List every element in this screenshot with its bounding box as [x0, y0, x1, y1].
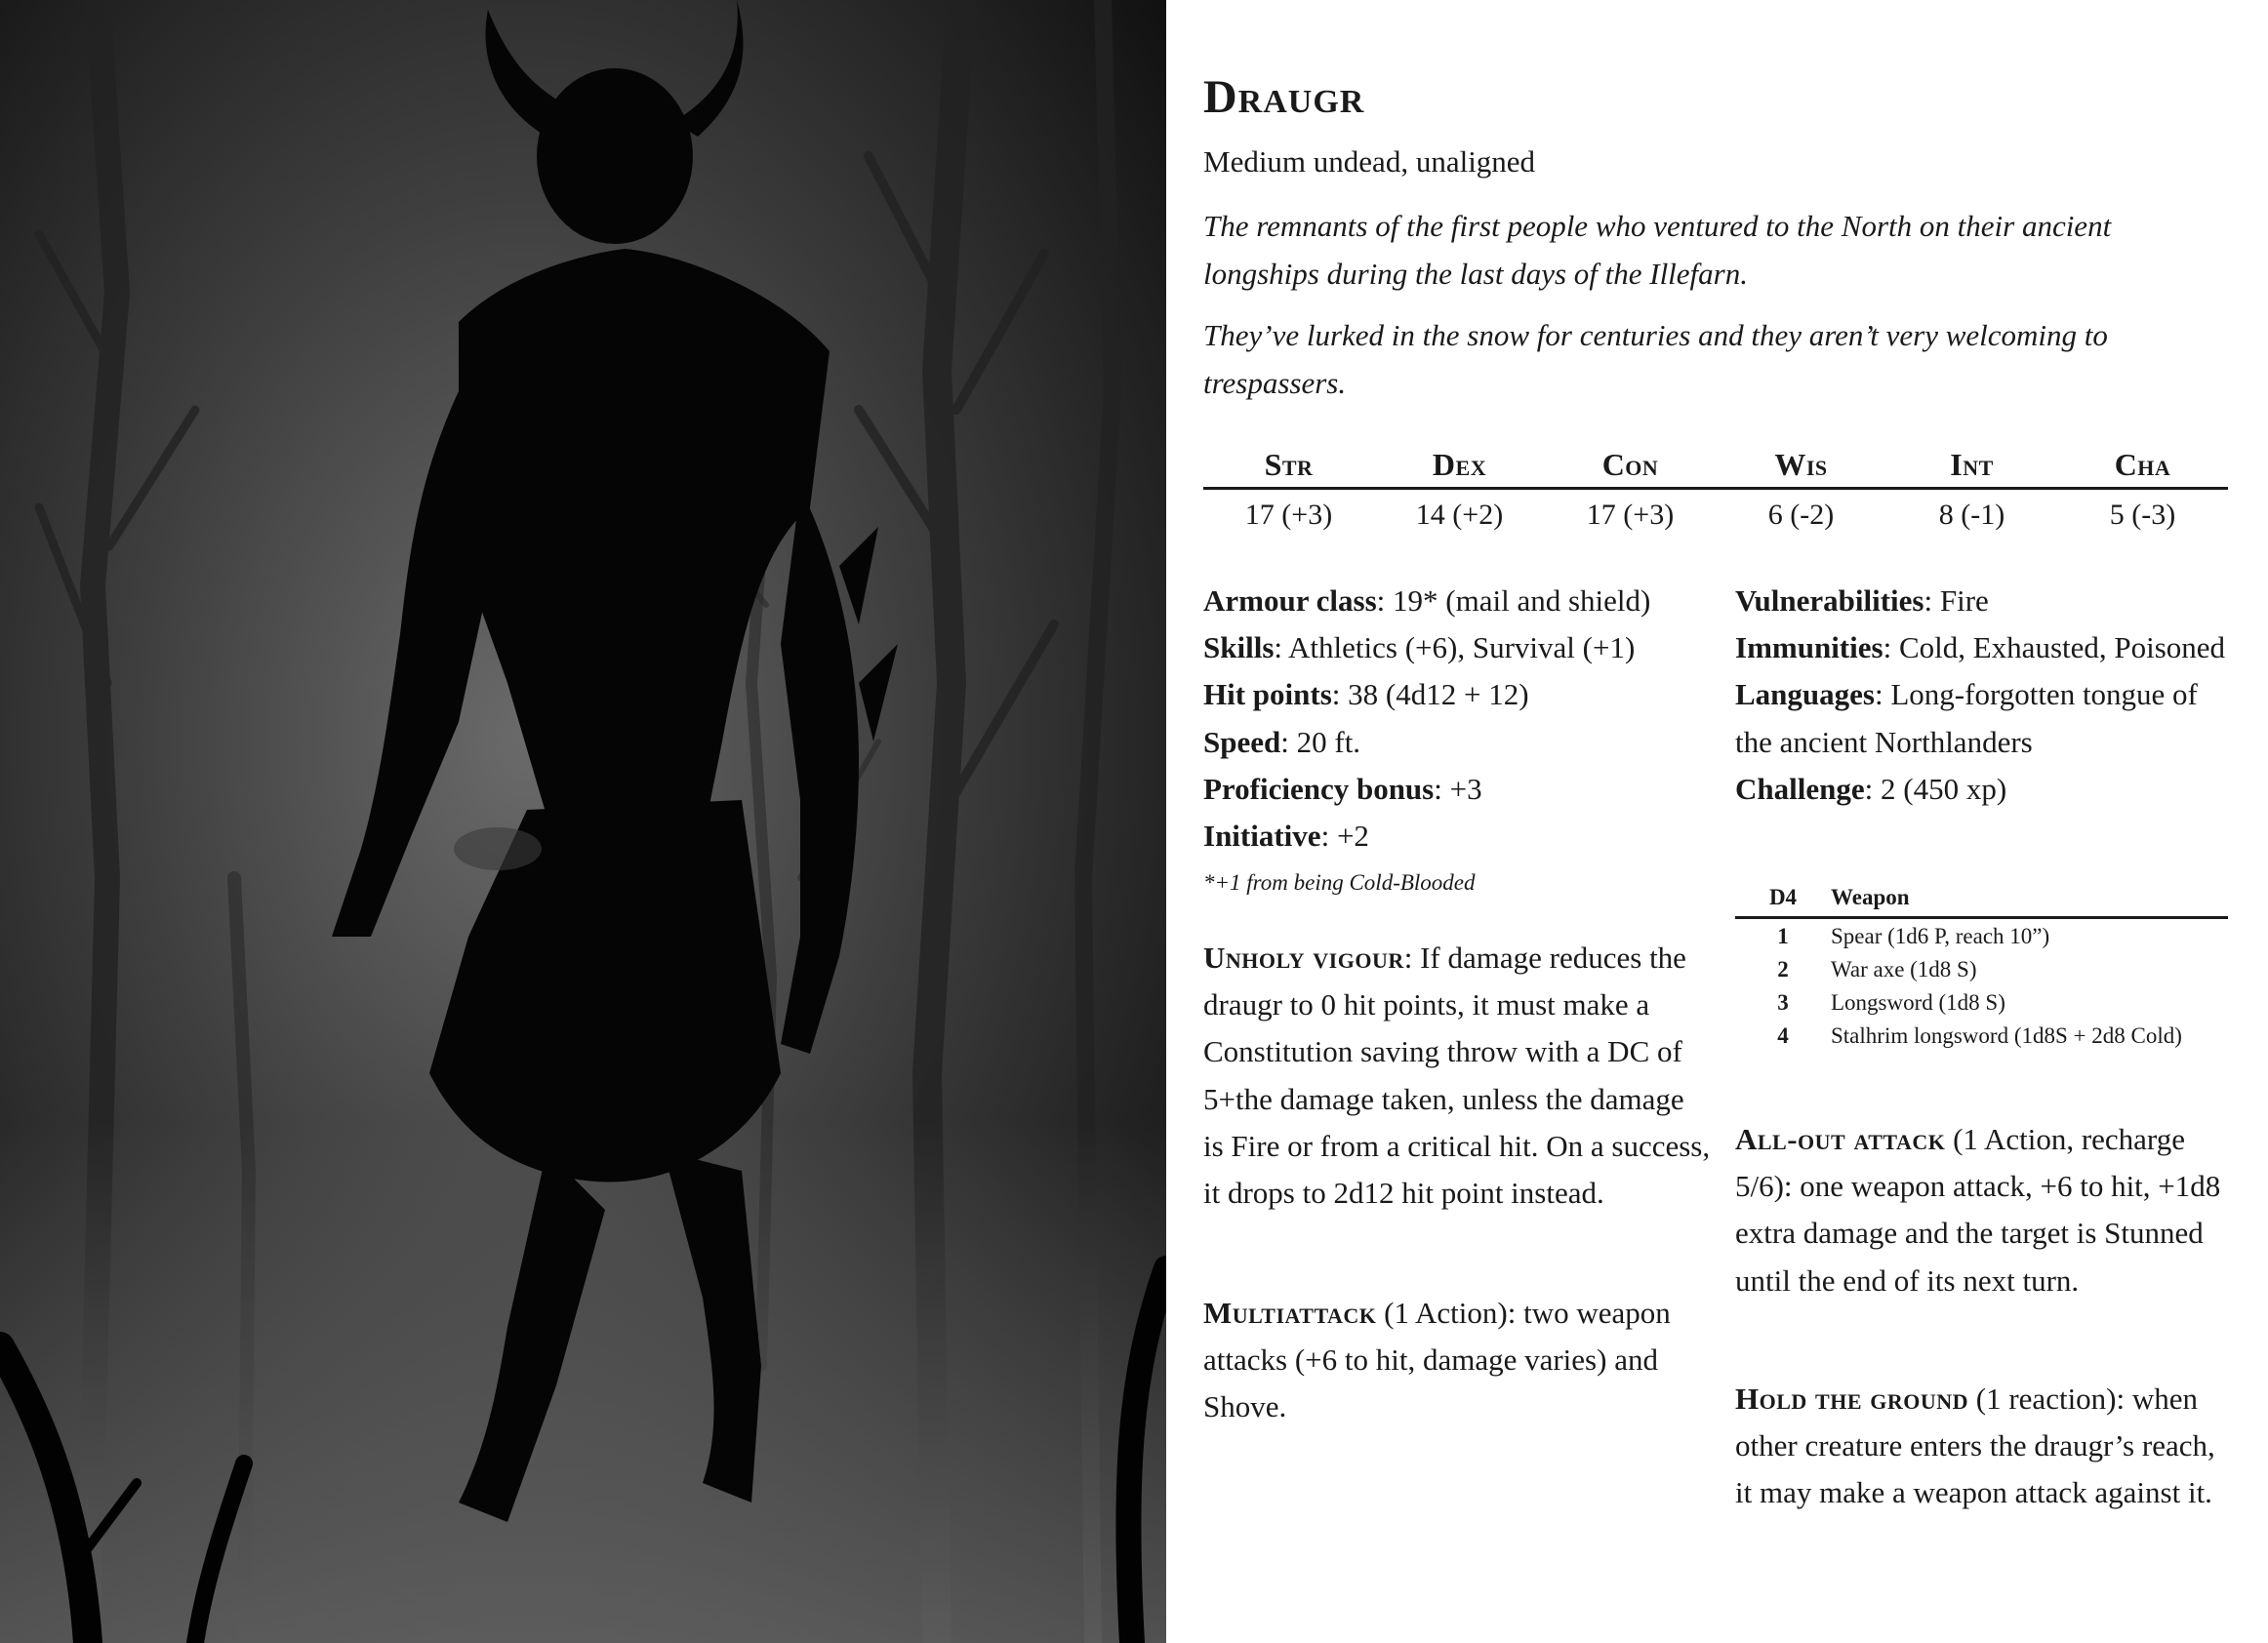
monster-type-line: Medium undead, unaligned [1203, 144, 1536, 179]
table-row: 1 Spear (1d6 P, reach 10”) [1777, 924, 2050, 948]
ability-value: 17 (+3) [1586, 499, 1675, 531]
ability-header: Con [1601, 447, 1659, 482]
ability-header: Dex [1432, 447, 1487, 482]
armour-footnote: *+1 from being Cold-Blooded [1203, 870, 1476, 895]
ability-header: Str [1264, 447, 1314, 482]
monster-name: Draugr [1203, 71, 1365, 123]
reaction-hold-the-ground [1735, 1376, 2228, 1517]
weapon-name-header: Weapon [1831, 885, 2228, 918]
stat-vulnerabilities: Vulnerabilities: Fire [1735, 583, 1989, 618]
ability-value: 17 (+3) [1244, 499, 1333, 531]
stat-proficiency-bonus: Proficiency bonus: +3 [1203, 771, 1482, 806]
ability-header-row [1203, 445, 2228, 490]
trait-unholy-vigour [1203, 935, 1711, 1217]
reaction-text: (1 reaction): when other creature enters the draugr’s reach, it may make a weapon attack against it. [1735, 1382, 2215, 1510]
action-name: Multiattack [1203, 1296, 1377, 1330]
ability-value: 5 (-3) [2109, 499, 2176, 531]
ability-header: Cha [2114, 447, 2171, 482]
table-row: 2 War axe (1d8 S) [1777, 957, 1977, 982]
ability-value: 14 (+2) [1415, 499, 1504, 531]
action-all-out-attack [1735, 1116, 2228, 1304]
stat-speed: Speed: 20 ft. [1203, 724, 1361, 759]
core-stats [1203, 578, 1711, 860]
stat-languages: Languages: Long-forgotten tongue of the ancient Northlanders [1735, 677, 2198, 759]
action-name: All-out attack [1735, 1122, 1946, 1156]
ability-value: 8 (-1) [1938, 499, 2005, 531]
table-row: 3 Longsword (1d8 S) [1777, 990, 2005, 1015]
ability-value: 6 (-2) [1767, 499, 1835, 531]
flavor-text-1: The remnants of the first people who ventured to the North on their ancient longships during the last days of the Illefarn. [1203, 209, 2112, 291]
trait-name: Unholy vigour [1203, 941, 1404, 975]
stat-challenge: Challenge: 2 (450 xp) [1735, 771, 2007, 806]
trait-text: : If damage reduces the draugr to 0 hit points, it must make a Constitution saving throw with a DC of 5+the damage taken, unless the damage is Fire or from a critical hit. On a success, it drops to 2d12 hit point instead. [1203, 941, 1711, 1211]
table-row: 4 Stalhrim longsword (1d8S + 2d8 Cold) [1777, 1023, 2182, 1048]
stat-hit-points: Hit points: 38 (4d12 + 12) [1203, 677, 1529, 712]
stat-block [1203, 0, 2228, 1643]
defense-stats [1735, 578, 2228, 813]
stat-immunities: Immunities: Cold, Exhausted, Poisoned [1735, 630, 2226, 665]
weapon-table [1735, 885, 2228, 1052]
flavor-text-2: They’ve lurked in the snow for centuries and they aren’t very welcoming to trespassers. [1203, 318, 2108, 400]
stat-skills: Skills: Athletics (+6), Survival (+1) [1203, 630, 1636, 665]
weapon-die-header: D4 [1735, 885, 1831, 918]
weapon-table-header [1735, 885, 2228, 918]
stat-armour-class: Armour class: 19* (mail and shield) [1203, 583, 1651, 618]
ability-score-table [1203, 445, 2228, 541]
reaction-name: Hold the ground [1735, 1382, 1969, 1416]
action-text: (1 Action, recharge 5/6): one weapon attack, +6 to hit, +1d8 extra damage and the target is Stunned until the end of its next turn. [1735, 1122, 2221, 1298]
action-text: (1 Action): two weapon attacks (+6 to hit, damage varies) and Shove. [1203, 1296, 1671, 1424]
ability-header: Int [1950, 447, 1994, 482]
action-multiattack [1203, 1290, 1711, 1431]
ability-value-row [1203, 490, 2228, 541]
stat-initiative: Initiative: +2 [1203, 819, 1369, 854]
ability-header: Wis [1774, 447, 1828, 482]
